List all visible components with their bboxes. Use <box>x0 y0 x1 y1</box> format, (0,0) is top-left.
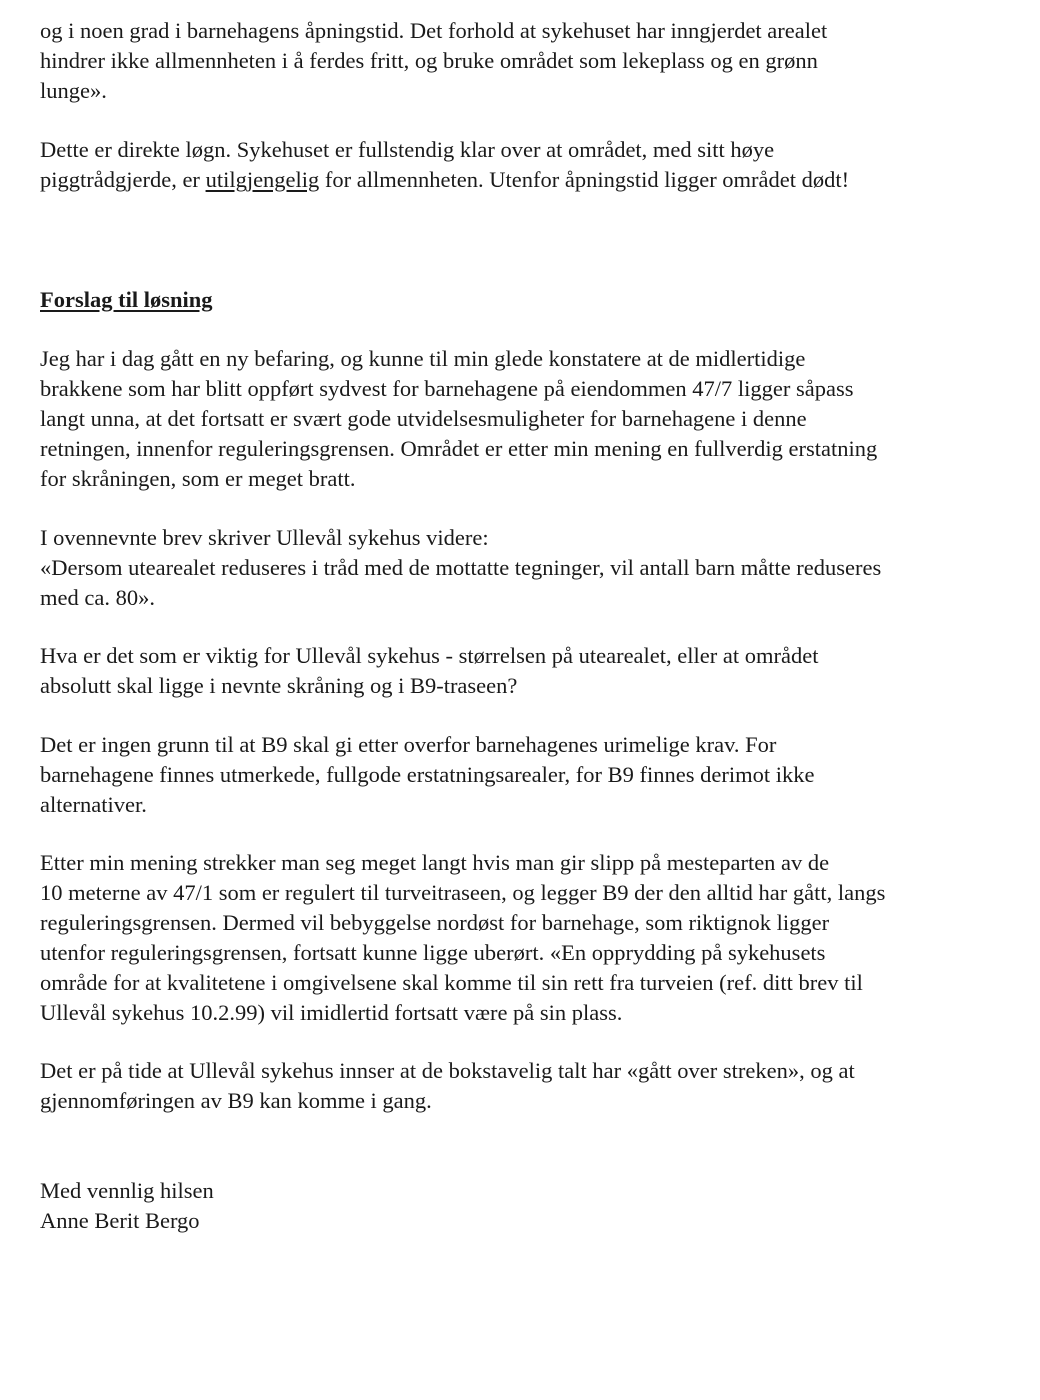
text-line: utenfor reguleringsgrensen, fortsatt kunne ligge uberørt. «En opprydding på sykehusets <box>40 940 826 965</box>
underlined-word: utilgjengelig <box>205 167 320 192</box>
text-line: Etter min mening strekker man seg meget langt hvis man gir slipp på mesteparten av de <box>40 850 830 875</box>
text-line: brakkene som har blitt oppført sydvest for barnehagene på eiendommen 47/7 ligger såpass <box>40 376 854 401</box>
text-line: Det er på tide at Ullevål sykehus innser at de bokstavelig talt har «gått over streken», og at <box>40 1058 855 1083</box>
text-line: lunge». <box>40 78 107 103</box>
signature-name: Anne Berit Bergo <box>40 1208 200 1233</box>
text-line: barnehagene finnes utmerkede, fullgode erstatningsarealer, for B9 finnes derimot ikke <box>40 762 815 787</box>
text-line: hindrer ikke allmennheten i å ferdes fritt, og bruke området som lekeplass og en grønn <box>40 48 818 73</box>
text-line: og i noen grad i barnehagens åpningstid. Det forhold at sykehuset har inngjerdet arealet <box>40 18 828 43</box>
text-line: 10 meterne av 47/1 som er regulert til turveitraseen, og legger B9 der den alltid har gått, langs <box>40 880 886 905</box>
paragraph-question <box>40 641 818 701</box>
text-line: Ullevål sykehus 10.2.99) vil imidlertid fortsatt være på sin plass. <box>40 1000 623 1025</box>
text-line: alternativer. <box>40 792 147 817</box>
paragraph-conclusion <box>40 1056 855 1116</box>
paragraph-proposal <box>40 344 877 494</box>
text-line: absolutt skal ligge i nevnte skråning og i B9-traseen? <box>40 673 518 698</box>
text-line: Dette er direkte løgn. Sykehuset er fullstendig klar over at området, med sitt høye <box>40 137 775 162</box>
text-line: Hva er det som er viktig for Ullevål sykehus - størrelsen på utearealet, eller at området <box>40 643 819 668</box>
text-line: langt unna, at det fortsatt er svært gode utvidelsesmuligheter for barnehagene i denne <box>40 406 807 431</box>
text-line: I ovennevnte brev skriver Ullevål sykehus videre: <box>40 525 489 550</box>
text-line: gjennomføringen av B9 kan komme i gang. <box>40 1088 432 1113</box>
paragraph-opening-hours <box>40 16 827 106</box>
text-segment: for allmennheten. Utenfor åpningstid ligger området dødt! <box>319 167 850 192</box>
signature-block <box>40 1176 214 1236</box>
text-line: «Dersom utearealet reduseres i tråd med de mottatte tegninger, vil antall barn måtte reduseres <box>40 555 882 580</box>
section-heading: Forslag til løsning <box>40 287 213 312</box>
text-line: for skråningen, som er meget bratt. <box>40 466 356 491</box>
text-line: område for at kvalitetene i omgivelsene skal komme til sin rett fra turveien (ref. ditt brev til <box>40 970 863 995</box>
text-segment: piggtrådgjerde, er <box>40 167 206 192</box>
paragraph-no-reason <box>40 730 814 820</box>
text-line: reguleringsgrensen. Dermed vil bebyggelse nordøst for barnehage, som riktignok ligger <box>40 910 830 935</box>
text-line: med ca. 80». <box>40 585 155 610</box>
text-line <box>40 165 849 195</box>
paragraph-opinion <box>40 848 885 1028</box>
closing-text: Med vennlig hilsen <box>40 1178 214 1203</box>
paragraph-hospital-letter <box>40 523 881 613</box>
paragraph-direct-lie <box>40 135 849 195</box>
text-line: Jeg har i dag gått en ny befaring, og kunne til min glede konstatere at de midlertidige <box>40 346 806 371</box>
text-line: retningen, innenfor reguleringsgrensen. Området er etter min mening en fullverdig erstatning <box>40 436 878 461</box>
text-line: Det er ingen grunn til at B9 skal gi etter overfor barnehagenes urimelige krav. For <box>40 732 777 757</box>
